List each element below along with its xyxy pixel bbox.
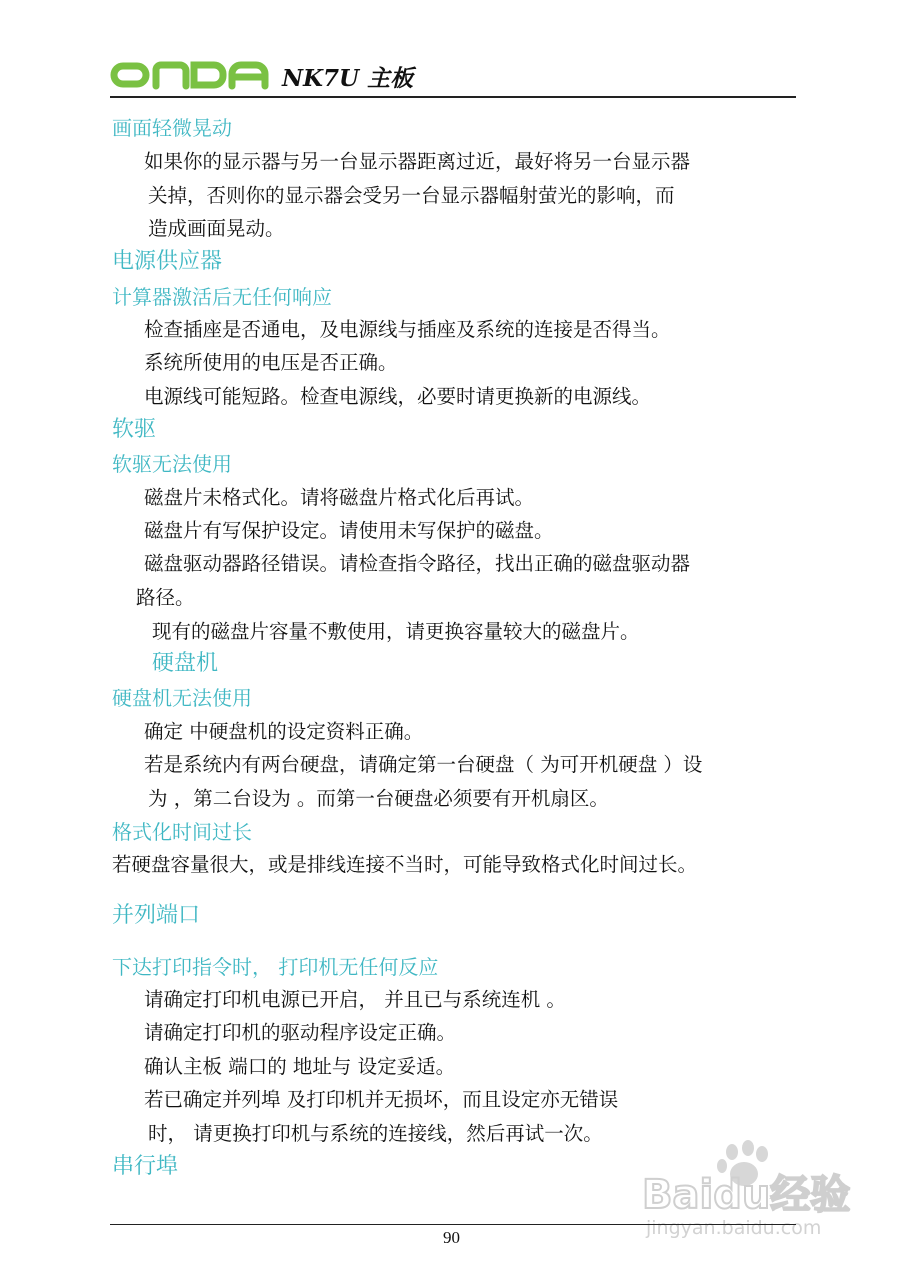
paragraph-line: 磁盘驱动器路径错误。请检查指令路径，找出正确的磁盘驱动器 <box>144 552 691 575</box>
section-subheading: 画面轻微晃动 <box>112 116 232 140</box>
paragraph-line: 如果你的显示器与另一台显示器距离过近，最好将另一台显示器 <box>144 150 691 173</box>
paragraph-line: 若硬盘容量很大，或是排线连接不当时，可能导致格式化时间过长。 <box>112 853 698 876</box>
paragraph-line: 现有的磁盘片容量不敷使用，请更换容量较大的磁盘片。 <box>152 620 640 643</box>
paragraph-line: 确认主板 端口的 地址与 设定妥适。 <box>144 1055 456 1078</box>
paragraph-line: 系统所使用的电压是否正确。 <box>144 351 398 374</box>
section-subheading: 软驱无法使用 <box>112 452 232 476</box>
svg-text:jingyan.baidu.com: jingyan.baidu.com <box>646 1217 822 1239</box>
model-title: NK7U 主板 <box>282 65 414 92</box>
svg-text:Baidu经验: Baidu经验 <box>642 1172 851 1218</box>
paragraph-line: 请确定打印机电源已开启， 并且已与系统连机 。 <box>144 988 566 1011</box>
header-rule <box>110 96 796 98</box>
paragraph-line: 电源线可能短路。检查电源线，必要时请更换新的电源线。 <box>144 385 652 408</box>
section-heading: 硬盘机 <box>152 651 219 676</box>
paragraph-line: 造成画面晃动。 <box>148 217 285 240</box>
paragraph-line: 请确定打印机的驱动程序设定正确。 <box>144 1021 457 1044</box>
section-heading: 电源供应器 <box>112 249 223 274</box>
paragraph-line: 若是系统内有两台硬盘，请确定第一台硬盘（ 为可开机硬盘 ）设 <box>144 753 703 776</box>
onda-logo <box>110 60 270 90</box>
paragraph-line: 确定 中硬盘机的设定资料正确。 <box>144 720 424 743</box>
section-heading: 串行埠 <box>112 1154 179 1179</box>
section-subheading: 下达打印指令时， 打印机无任何反应 <box>112 955 439 979</box>
baidu-jingyan-watermark <box>640 1140 860 1240</box>
footer-rule <box>110 1224 796 1225</box>
section-subheading: 硬盘机无法使用 <box>112 686 252 710</box>
section-subheading: 格式化时间过长 <box>112 820 252 844</box>
paragraph-line: 若已确定并列埠 及打印机并无损坏，而且设定亦无错误 <box>144 1088 619 1111</box>
paragraph-line: 检查插座是否通电，及电源线与插座及系统的连接是否得当。 <box>144 318 671 341</box>
paragraph-line: 路径。 <box>136 586 195 609</box>
section-subheading: 计算器激活后无任何响应 <box>112 285 332 309</box>
paragraph-line: 为 ，第二台设为 。而第一台硬盘必须要有开机扇区。 <box>148 787 609 810</box>
section-heading: 并列端口 <box>112 903 201 928</box>
paragraph-line: 关掉，否则你的显示器会受另一台显示器幅射萤光的影响，而 <box>148 184 675 207</box>
section-heading: 软驱 <box>112 417 157 442</box>
paragraph-line: 磁盘片有写保护设定。请使用未写保护的磁盘。 <box>144 519 554 542</box>
paragraph-line: 磁盘片未格式化。请将磁盘片格式化后再试。 <box>144 486 535 509</box>
page-number: 90 <box>443 1228 460 1247</box>
paragraph-line: 时， 请更换打印机与系统的连接线，然后再试一次。 <box>148 1122 603 1145</box>
page-header <box>110 58 796 98</box>
